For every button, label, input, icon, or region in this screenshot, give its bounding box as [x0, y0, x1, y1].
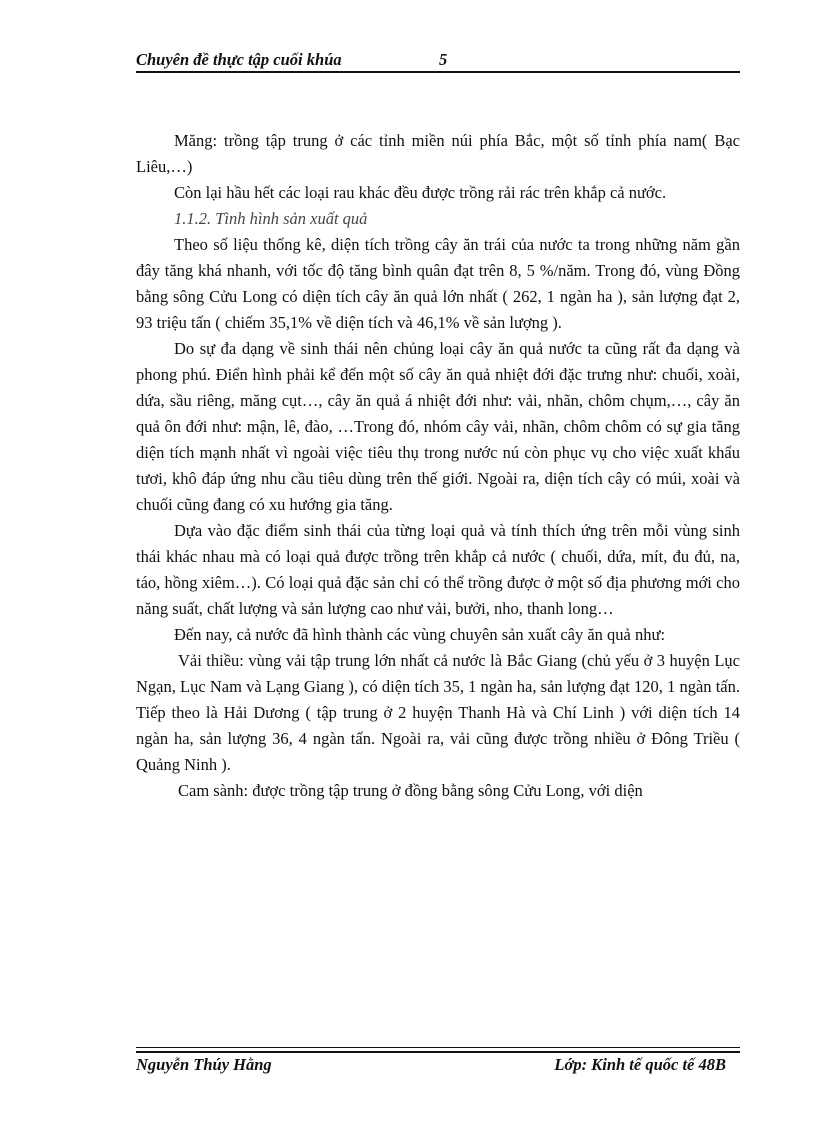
- footer-author: Nguyễn Thúy Hằng: [136, 1055, 272, 1074]
- header-rule: [136, 71, 740, 73]
- section-heading: 1.1.2. Tình hình sản xuất quả: [174, 209, 368, 228]
- header-title: Chuyên đề thực tập cuối khúa: [136, 50, 342, 69]
- footer-class: Lớp: Kinh tế quốc tế 48B: [554, 1055, 726, 1074]
- paragraph-da-dang: Do sự đa dạng về sinh thái nên chủng loại cây ăn quả nước ta cũng rất đa dạng và phong phú. Điển hình phải kể đến một số cây ăn quả nhiệt đới đặc trưng như: chuối, xoài, dứa, sầu riêng, măng cụt…, cây ăn quả á nhiệt đới như: vải, nhãn, chôm chụm,…, cây ăn quả ôn đới như: mận, lê, đào, …Trong đó, nhóm cây vải, nhãn, chôm chôm có sự gia tăng diện tích mạnh nhất vì ngoài việc tiêu thụ trong nước nú còn phục vụ cho việc xuất khẩu tươi, khô đáp ứng nhu cầu tiêu dùng trên thế giới. Ngoài ra, diện tích cây có múi, xoài và chuối cũng đang có xu hướng gia tăng.: [136, 339, 740, 514]
- paragraph-vai-thieu: Vải thiều: vùng vải tập trung lớn nhất cả nước là Bắc Giang (chủ yếu ở 3 huyện Lục Ngạn, Lục Nam và Lạng Giang ), có diện tích 35, 1 ngàn ha, sản lượng đạt 120, 1 ngàn tấn. Tiếp theo là Hải Dương ( tập trung ở 2 huyện Thanh Hà và Chí Linh ) với diện tích 14 ngàn ha, sản lượng 36, 4 ngàn tấn. Ngoài ra, vải cũng được trồng nhiều ở Đông Triều ( Quảng Ninh ).: [136, 651, 740, 774]
- paragraph-vung-chuyen: Đến nay, cả nước đã hình thành các vùng chuyên sản xuất cây ăn quả như:: [174, 625, 666, 644]
- footer-rule-thin: [136, 1047, 740, 1048]
- paragraph-mang: Măng: trồng tập trung ở các tỉnh miền núi phía Bắc, một số tỉnh phía nam( Bạc Liêu,…): [136, 131, 740, 176]
- paragraph-rau-khac: Còn lại hầu hết các loại rau khác đều được trồng rải rác trên khắp cả nước.: [174, 183, 667, 202]
- paragraph-cam-sanh: Cam sành: được trồng tập trung ở đồng bằng sông Cửu Long, với diện: [178, 781, 643, 800]
- footer-rule-thick: [136, 1051, 740, 1053]
- paragraph-dac-diem: Dựa vào đặc điểm sinh thái của từng loại quả và tính thích ứng trên mỗi vùng sinh thái khác nhau mà có loại quả được trồng trên khắp cả nước ( chuối, dứa, mít, đu đủ, na, táo, hồng xiêm…). Có loại quả đặc sản chỉ có thể trồng được ở một số địa phương mới cho năng suất, chất lượng và sản lượng cao như vải, bưởi, nho, thanh long…: [136, 521, 740, 618]
- page-header: [136, 50, 740, 72]
- paragraph-thong-ke: Theo số liệu thống kê, diện tích trồng cây ăn trái của nước ta trong những năm gần đây tăng khá nhanh, với tốc độ tăng bình quân đạt trên 8, 5 %/năm. Trong đó, vùng Đồng bằng sông Cửu Long có diện tích cây ăn quả lớn nhất ( 262, 1 ngàn ha ), sản lượng đạt 2, 93 triệu tấn ( chiếm 35,1% về diện tích và 46,1% về sản lượng ).: [136, 235, 740, 332]
- page-body: [136, 128, 740, 804]
- page-footer: [136, 1047, 740, 1077]
- page-number: 5: [439, 50, 448, 69]
